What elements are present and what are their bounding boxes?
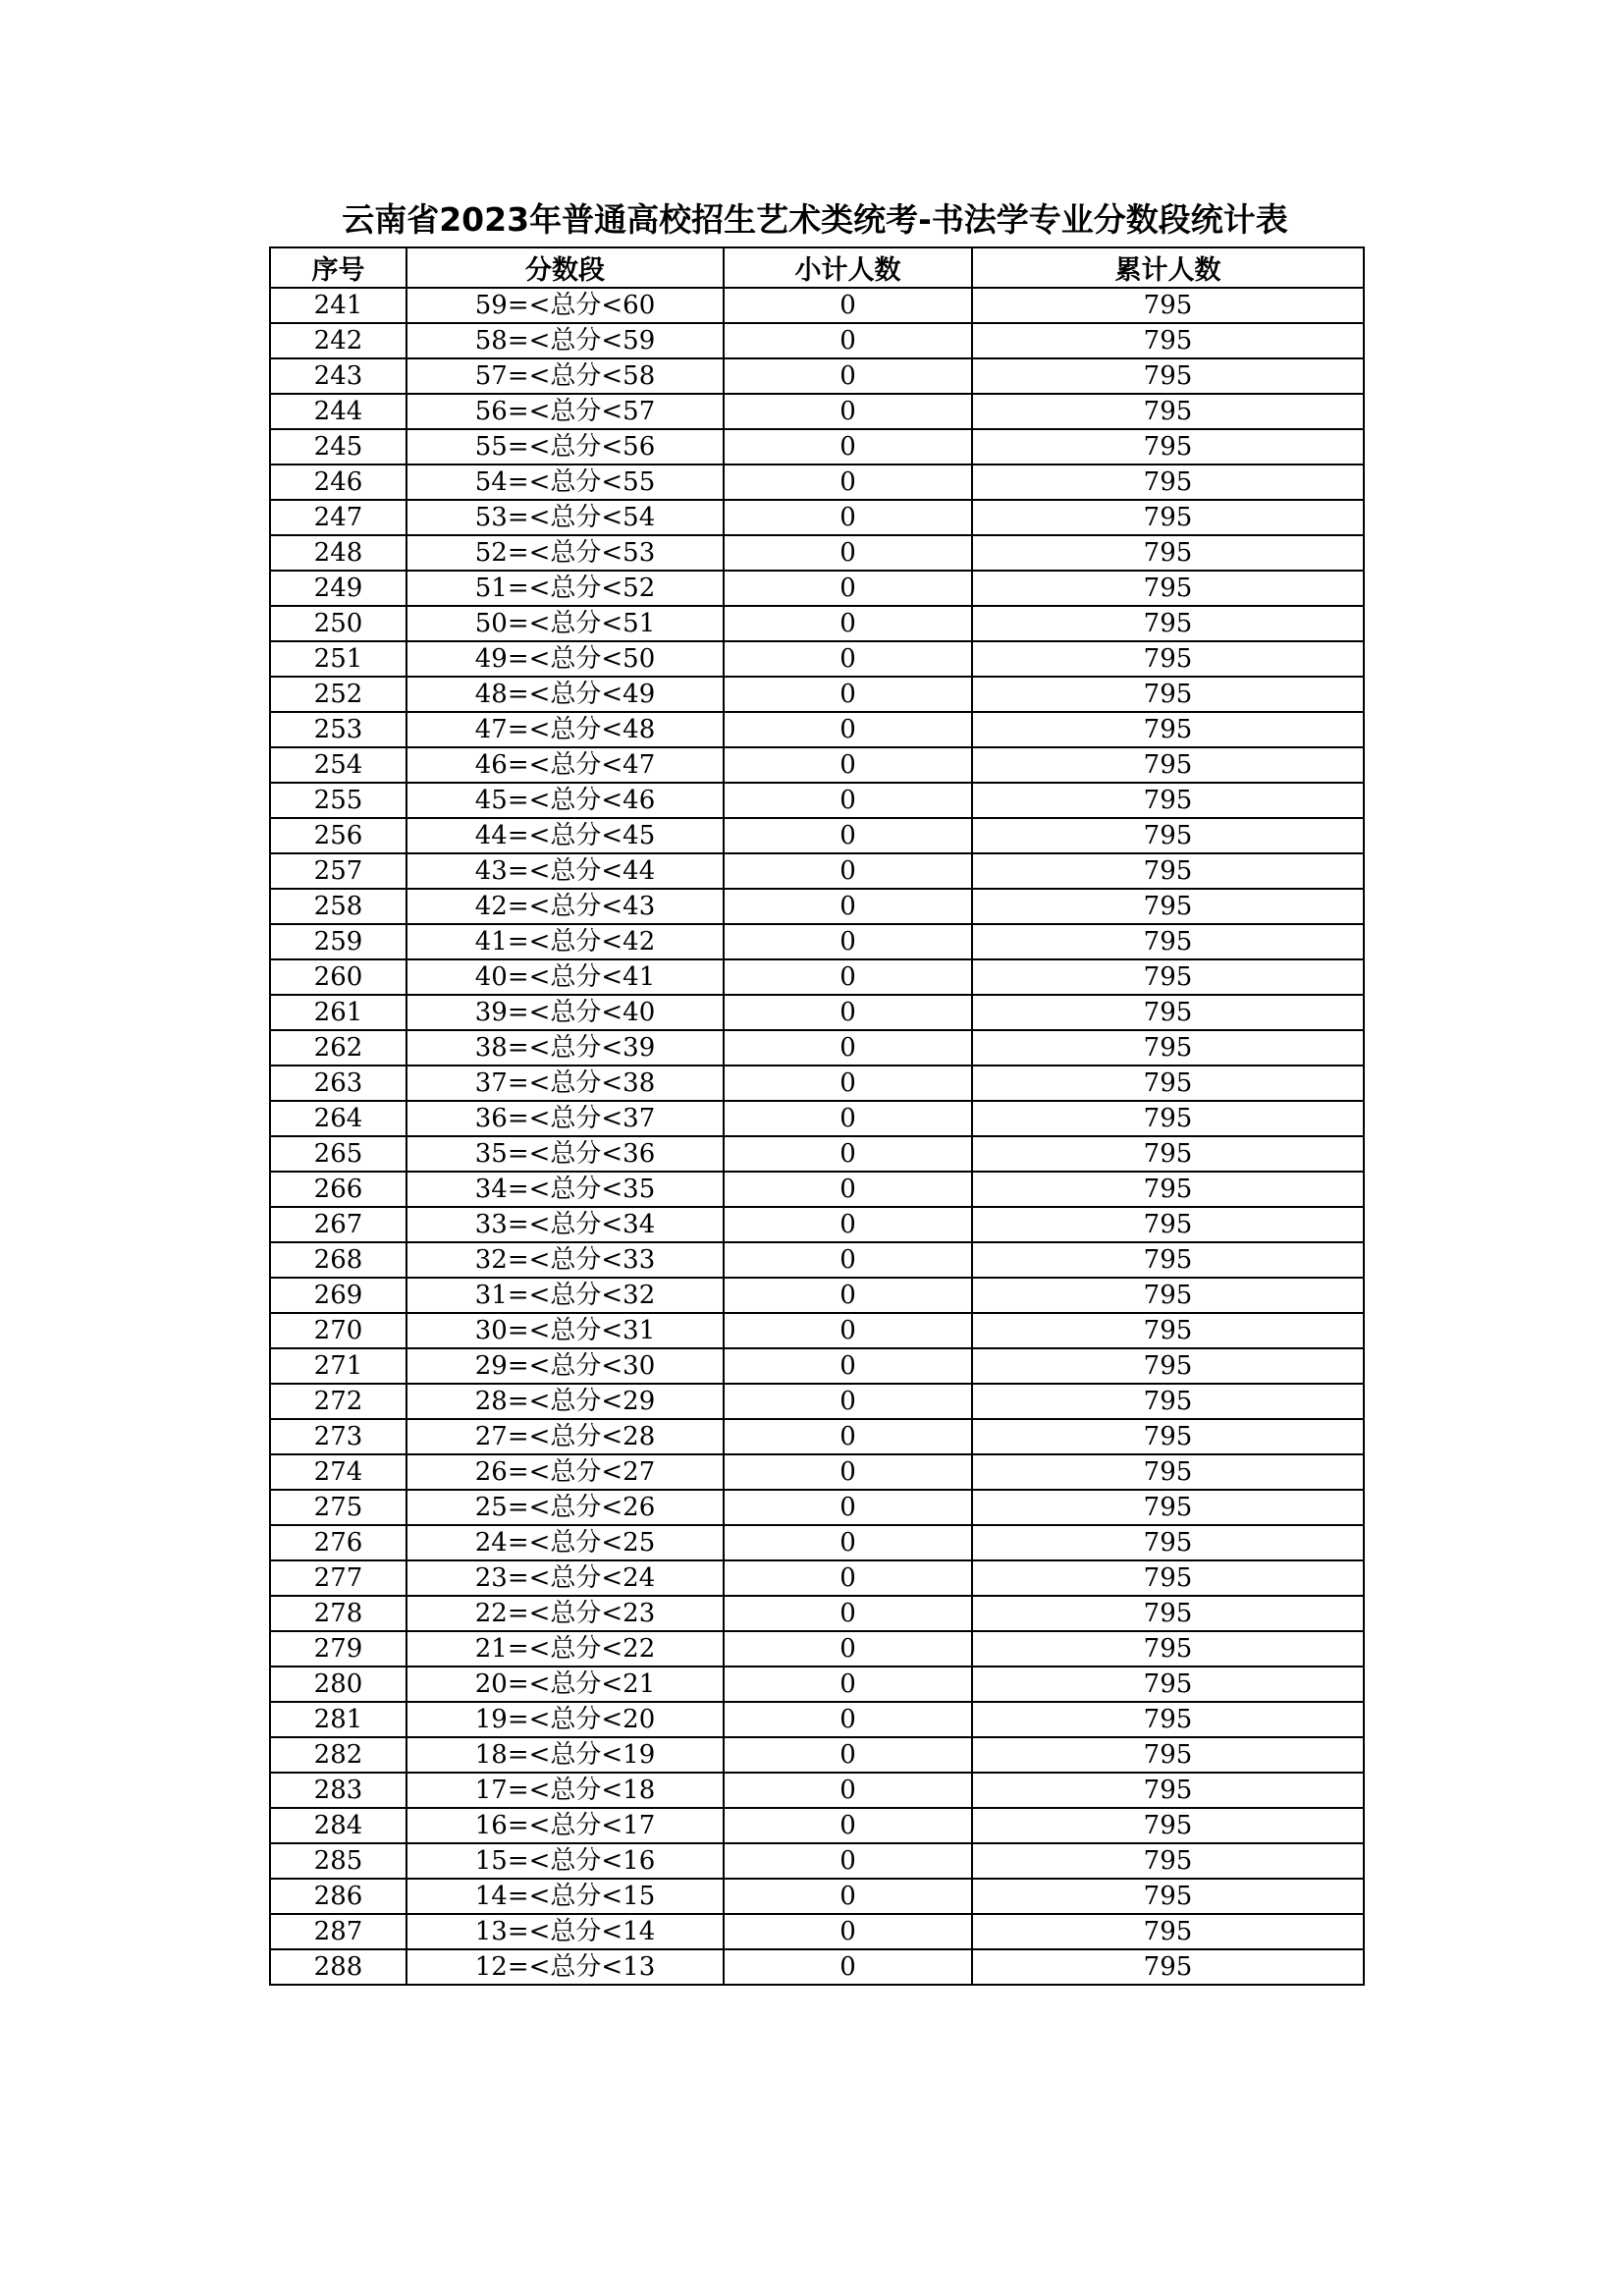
cell-index: 272 bbox=[270, 1384, 406, 1419]
cell-cumulative: 795 bbox=[972, 1242, 1364, 1278]
cell-subtotal: 0 bbox=[724, 358, 972, 394]
cell-index: 266 bbox=[270, 1172, 406, 1207]
cell-cumulative: 795 bbox=[972, 1490, 1364, 1525]
cell-score-range: 57=<总分<58 bbox=[406, 358, 724, 394]
cell-score-range: 59=<总分<60 bbox=[406, 288, 724, 323]
table-row bbox=[270, 1949, 1364, 1985]
cell-index: 263 bbox=[270, 1066, 406, 1101]
cell-subtotal: 0 bbox=[724, 1278, 972, 1313]
table-row bbox=[270, 818, 1364, 853]
cell-cumulative: 795 bbox=[972, 1419, 1364, 1454]
cell-cumulative: 795 bbox=[972, 571, 1364, 606]
cell-index: 256 bbox=[270, 818, 406, 853]
table-row bbox=[270, 1596, 1364, 1631]
cell-score-range: 29=<总分<30 bbox=[406, 1348, 724, 1384]
cell-score-range: 38=<总分<39 bbox=[406, 1030, 724, 1066]
cell-subtotal: 0 bbox=[724, 1949, 972, 1985]
cell-index: 270 bbox=[270, 1313, 406, 1348]
table-row bbox=[270, 889, 1364, 924]
cell-score-range: 37=<总分<38 bbox=[406, 1066, 724, 1101]
cell-cumulative: 795 bbox=[972, 1136, 1364, 1172]
cell-cumulative: 795 bbox=[972, 1525, 1364, 1560]
cell-subtotal: 0 bbox=[724, 1454, 972, 1490]
cell-subtotal: 0 bbox=[724, 677, 972, 712]
header-index: 序号 bbox=[270, 247, 406, 288]
table-row bbox=[270, 924, 1364, 959]
cell-cumulative: 795 bbox=[972, 358, 1364, 394]
cell-index: 259 bbox=[270, 924, 406, 959]
table-row bbox=[270, 358, 1364, 394]
cell-index: 273 bbox=[270, 1419, 406, 1454]
cell-score-range: 18=<总分<19 bbox=[406, 1737, 724, 1773]
cell-index: 241 bbox=[270, 288, 406, 323]
cell-index: 288 bbox=[270, 1949, 406, 1985]
cell-cumulative: 795 bbox=[972, 465, 1364, 500]
table-row bbox=[270, 323, 1364, 358]
cell-score-range: 58=<总分<59 bbox=[406, 323, 724, 358]
cell-score-range: 27=<总分<28 bbox=[406, 1419, 724, 1454]
table-row bbox=[270, 1879, 1364, 1914]
cell-score-range: 28=<总分<29 bbox=[406, 1384, 724, 1419]
table-row bbox=[270, 535, 1364, 571]
cell-subtotal: 0 bbox=[724, 1030, 972, 1066]
cell-score-range: 17=<总分<18 bbox=[406, 1773, 724, 1808]
cell-cumulative: 795 bbox=[972, 606, 1364, 641]
cell-index: 282 bbox=[270, 1737, 406, 1773]
cell-cumulative: 795 bbox=[972, 1808, 1364, 1843]
cell-score-range: 49=<总分<50 bbox=[406, 641, 724, 677]
cell-index: 267 bbox=[270, 1207, 406, 1242]
cell-score-range: 25=<总分<26 bbox=[406, 1490, 724, 1525]
table-row bbox=[270, 394, 1364, 429]
cell-index: 250 bbox=[270, 606, 406, 641]
table-row bbox=[270, 1525, 1364, 1560]
cell-cumulative: 795 bbox=[972, 429, 1364, 465]
table-row bbox=[270, 712, 1364, 747]
cell-index: 280 bbox=[270, 1667, 406, 1702]
cell-cumulative: 795 bbox=[972, 995, 1364, 1030]
table-row bbox=[270, 288, 1364, 323]
cell-subtotal: 0 bbox=[724, 995, 972, 1030]
cell-subtotal: 0 bbox=[724, 606, 972, 641]
cell-subtotal: 0 bbox=[724, 1101, 972, 1136]
cell-score-range: 45=<总分<46 bbox=[406, 783, 724, 818]
cell-subtotal: 0 bbox=[724, 1313, 972, 1348]
cell-cumulative: 795 bbox=[972, 1560, 1364, 1596]
cell-cumulative: 795 bbox=[972, 924, 1364, 959]
cell-cumulative: 795 bbox=[972, 677, 1364, 712]
cell-subtotal: 0 bbox=[724, 1631, 972, 1667]
cell-score-range: 40=<总分<41 bbox=[406, 959, 724, 995]
table-row bbox=[270, 571, 1364, 606]
cell-index: 277 bbox=[270, 1560, 406, 1596]
cell-cumulative: 795 bbox=[972, 1667, 1364, 1702]
cell-subtotal: 0 bbox=[724, 1773, 972, 1808]
cell-cumulative: 795 bbox=[972, 1773, 1364, 1808]
cell-index: 261 bbox=[270, 995, 406, 1030]
table-row bbox=[270, 1914, 1364, 1949]
cell-cumulative: 795 bbox=[972, 394, 1364, 429]
table-row bbox=[270, 1808, 1364, 1843]
cell-index: 265 bbox=[270, 1136, 406, 1172]
cell-index: 274 bbox=[270, 1454, 406, 1490]
table-row bbox=[270, 677, 1364, 712]
cell-index: 243 bbox=[270, 358, 406, 394]
cell-subtotal: 0 bbox=[724, 1596, 972, 1631]
cell-subtotal: 0 bbox=[724, 747, 972, 783]
cell-cumulative: 795 bbox=[972, 641, 1364, 677]
cell-subtotal: 0 bbox=[724, 1419, 972, 1454]
cell-score-range: 43=<总分<44 bbox=[406, 853, 724, 889]
table-row bbox=[270, 641, 1364, 677]
cell-score-range: 12=<总分<13 bbox=[406, 1949, 724, 1985]
table-row bbox=[270, 1560, 1364, 1596]
cell-score-range: 16=<总分<17 bbox=[406, 1808, 724, 1843]
cell-index: 285 bbox=[270, 1843, 406, 1879]
table-row bbox=[270, 1702, 1364, 1737]
cell-score-range: 39=<总分<40 bbox=[406, 995, 724, 1030]
cell-cumulative: 795 bbox=[972, 889, 1364, 924]
table-row bbox=[270, 1490, 1364, 1525]
cell-score-range: 14=<总分<15 bbox=[406, 1879, 724, 1914]
table-row bbox=[270, 1172, 1364, 1207]
table-row bbox=[270, 1278, 1364, 1313]
table-row bbox=[270, 783, 1364, 818]
table-row bbox=[270, 995, 1364, 1030]
cell-cumulative: 795 bbox=[972, 1030, 1364, 1066]
cell-score-range: 24=<总分<25 bbox=[406, 1525, 724, 1560]
cell-subtotal: 0 bbox=[724, 1172, 972, 1207]
cell-score-range: 22=<总分<23 bbox=[406, 1596, 724, 1631]
cell-cumulative: 795 bbox=[972, 818, 1364, 853]
table-row bbox=[270, 1737, 1364, 1773]
cell-index: 260 bbox=[270, 959, 406, 995]
score-distribution-table bbox=[269, 246, 1365, 1986]
cell-index: 281 bbox=[270, 1702, 406, 1737]
cell-score-range: 13=<总分<14 bbox=[406, 1914, 724, 1949]
cell-score-range: 41=<总分<42 bbox=[406, 924, 724, 959]
cell-subtotal: 0 bbox=[724, 1384, 972, 1419]
cell-index: 254 bbox=[270, 747, 406, 783]
cell-score-range: 52=<总分<53 bbox=[406, 535, 724, 571]
cell-score-range: 30=<总分<31 bbox=[406, 1313, 724, 1348]
cell-score-range: 32=<总分<33 bbox=[406, 1242, 724, 1278]
table-row bbox=[270, 500, 1364, 535]
cell-cumulative: 795 bbox=[972, 1207, 1364, 1242]
cell-cumulative: 795 bbox=[972, 712, 1364, 747]
cell-index: 287 bbox=[270, 1914, 406, 1949]
cell-index: 284 bbox=[270, 1808, 406, 1843]
table-row bbox=[270, 959, 1364, 995]
cell-subtotal: 0 bbox=[724, 1136, 972, 1172]
cell-score-range: 35=<总分<36 bbox=[406, 1136, 724, 1172]
table-row bbox=[270, 1136, 1364, 1172]
cell-cumulative: 795 bbox=[972, 1843, 1364, 1879]
cell-subtotal: 0 bbox=[724, 1560, 972, 1596]
cell-score-range: 46=<总分<47 bbox=[406, 747, 724, 783]
table-row bbox=[270, 1843, 1364, 1879]
cell-cumulative: 795 bbox=[972, 747, 1364, 783]
cell-score-range: 44=<总分<45 bbox=[406, 818, 724, 853]
cell-cumulative: 795 bbox=[972, 1949, 1364, 1985]
cell-cumulative: 795 bbox=[972, 535, 1364, 571]
cell-subtotal: 0 bbox=[724, 1914, 972, 1949]
cell-score-range: 23=<总分<24 bbox=[406, 1560, 724, 1596]
cell-index: 276 bbox=[270, 1525, 406, 1560]
cell-cumulative: 795 bbox=[972, 853, 1364, 889]
cell-score-range: 34=<总分<35 bbox=[406, 1172, 724, 1207]
header-cumulative: 累计人数 bbox=[972, 247, 1364, 288]
table-header-row bbox=[270, 247, 1364, 288]
cell-index: 278 bbox=[270, 1596, 406, 1631]
cell-subtotal: 0 bbox=[724, 535, 972, 571]
cell-subtotal: 0 bbox=[724, 712, 972, 747]
cell-subtotal: 0 bbox=[724, 1207, 972, 1242]
cell-index: 268 bbox=[270, 1242, 406, 1278]
cell-subtotal: 0 bbox=[724, 1737, 972, 1773]
cell-cumulative: 795 bbox=[972, 1596, 1364, 1631]
cell-index: 258 bbox=[270, 889, 406, 924]
table-row bbox=[270, 606, 1364, 641]
table-row bbox=[270, 429, 1364, 465]
cell-subtotal: 0 bbox=[724, 889, 972, 924]
page-title: 云南省2023年普通高校招生艺术类统考-书法学专业分数段统计表 bbox=[342, 200, 1288, 239]
cell-cumulative: 795 bbox=[972, 1278, 1364, 1313]
cell-cumulative: 795 bbox=[972, 1384, 1364, 1419]
cell-subtotal: 0 bbox=[724, 465, 972, 500]
cell-score-range: 48=<总分<49 bbox=[406, 677, 724, 712]
cell-index: 275 bbox=[270, 1490, 406, 1525]
cell-index: 247 bbox=[270, 500, 406, 535]
cell-score-range: 36=<总分<37 bbox=[406, 1101, 724, 1136]
cell-subtotal: 0 bbox=[724, 394, 972, 429]
cell-cumulative: 795 bbox=[972, 1172, 1364, 1207]
header-score-range: 分数段 bbox=[406, 247, 724, 288]
cell-cumulative: 795 bbox=[972, 323, 1364, 358]
cell-subtotal: 0 bbox=[724, 429, 972, 465]
cell-index: 252 bbox=[270, 677, 406, 712]
table-row bbox=[270, 1030, 1364, 1066]
cell-index: 286 bbox=[270, 1879, 406, 1914]
table-row bbox=[270, 1207, 1364, 1242]
table-row bbox=[270, 1667, 1364, 1702]
cell-score-range: 21=<总分<22 bbox=[406, 1631, 724, 1667]
cell-score-range: 55=<总分<56 bbox=[406, 429, 724, 465]
table-row bbox=[270, 1773, 1364, 1808]
cell-index: 257 bbox=[270, 853, 406, 889]
cell-cumulative: 795 bbox=[972, 1454, 1364, 1490]
cell-score-range: 20=<总分<21 bbox=[406, 1667, 724, 1702]
table-row bbox=[270, 1631, 1364, 1667]
cell-subtotal: 0 bbox=[724, 571, 972, 606]
cell-subtotal: 0 bbox=[724, 1348, 972, 1384]
table-row bbox=[270, 1313, 1364, 1348]
cell-score-range: 47=<总分<48 bbox=[406, 712, 724, 747]
cell-index: 242 bbox=[270, 323, 406, 358]
cell-cumulative: 795 bbox=[972, 1348, 1364, 1384]
cell-index: 283 bbox=[270, 1773, 406, 1808]
cell-cumulative: 795 bbox=[972, 1702, 1364, 1737]
cell-subtotal: 0 bbox=[724, 1808, 972, 1843]
table-row bbox=[270, 1419, 1364, 1454]
cell-cumulative: 795 bbox=[972, 1914, 1364, 1949]
cell-index: 251 bbox=[270, 641, 406, 677]
cell-score-range: 42=<总分<43 bbox=[406, 889, 724, 924]
cell-cumulative: 795 bbox=[972, 1101, 1364, 1136]
cell-score-range: 15=<总分<16 bbox=[406, 1843, 724, 1879]
cell-index: 244 bbox=[270, 394, 406, 429]
cell-subtotal: 0 bbox=[724, 818, 972, 853]
cell-cumulative: 795 bbox=[972, 1737, 1364, 1773]
table-row bbox=[270, 1101, 1364, 1136]
cell-cumulative: 795 bbox=[972, 1879, 1364, 1914]
cell-score-range: 56=<总分<57 bbox=[406, 394, 724, 429]
cell-subtotal: 0 bbox=[724, 1879, 972, 1914]
table-row bbox=[270, 853, 1364, 889]
cell-subtotal: 0 bbox=[724, 500, 972, 535]
cell-subtotal: 0 bbox=[724, 1525, 972, 1560]
cell-score-range: 53=<总分<54 bbox=[406, 500, 724, 535]
cell-index: 249 bbox=[270, 571, 406, 606]
cell-index: 269 bbox=[270, 1278, 406, 1313]
cell-index: 253 bbox=[270, 712, 406, 747]
cell-index: 262 bbox=[270, 1030, 406, 1066]
cell-subtotal: 0 bbox=[724, 1843, 972, 1879]
header-subtotal: 小计人数 bbox=[724, 247, 972, 288]
table-row bbox=[270, 1242, 1364, 1278]
table-row bbox=[270, 1066, 1364, 1101]
table-row bbox=[270, 1384, 1364, 1419]
cell-subtotal: 0 bbox=[724, 1667, 972, 1702]
cell-subtotal: 0 bbox=[724, 1490, 972, 1525]
cell-subtotal: 0 bbox=[724, 959, 972, 995]
cell-subtotal: 0 bbox=[724, 1066, 972, 1101]
table-row bbox=[270, 1348, 1364, 1384]
cell-subtotal: 0 bbox=[724, 641, 972, 677]
cell-score-range: 19=<总分<20 bbox=[406, 1702, 724, 1737]
cell-subtotal: 0 bbox=[724, 783, 972, 818]
cell-index: 255 bbox=[270, 783, 406, 818]
cell-index: 264 bbox=[270, 1101, 406, 1136]
cell-index: 271 bbox=[270, 1348, 406, 1384]
cell-index: 246 bbox=[270, 465, 406, 500]
cell-subtotal: 0 bbox=[724, 323, 972, 358]
cell-subtotal: 0 bbox=[724, 288, 972, 323]
cell-score-range: 26=<总分<27 bbox=[406, 1454, 724, 1490]
cell-cumulative: 795 bbox=[972, 500, 1364, 535]
cell-index: 279 bbox=[270, 1631, 406, 1667]
cell-cumulative: 795 bbox=[972, 1066, 1364, 1101]
cell-subtotal: 0 bbox=[724, 1702, 972, 1737]
cell-cumulative: 795 bbox=[972, 1313, 1364, 1348]
table-row bbox=[270, 747, 1364, 783]
cell-index: 248 bbox=[270, 535, 406, 571]
cell-score-range: 50=<总分<51 bbox=[406, 606, 724, 641]
cell-score-range: 31=<总分<32 bbox=[406, 1278, 724, 1313]
cell-subtotal: 0 bbox=[724, 853, 972, 889]
cell-index: 245 bbox=[270, 429, 406, 465]
cell-cumulative: 795 bbox=[972, 959, 1364, 995]
cell-subtotal: 0 bbox=[724, 1242, 972, 1278]
cell-score-range: 54=<总分<55 bbox=[406, 465, 724, 500]
cell-score-range: 33=<总分<34 bbox=[406, 1207, 724, 1242]
table-body bbox=[270, 288, 1364, 1985]
cell-score-range: 51=<总分<52 bbox=[406, 571, 724, 606]
table-row bbox=[270, 1454, 1364, 1490]
cell-cumulative: 795 bbox=[972, 288, 1364, 323]
cell-subtotal: 0 bbox=[724, 924, 972, 959]
table-row bbox=[270, 465, 1364, 500]
cell-cumulative: 795 bbox=[972, 1631, 1364, 1667]
cell-cumulative: 795 bbox=[972, 783, 1364, 818]
